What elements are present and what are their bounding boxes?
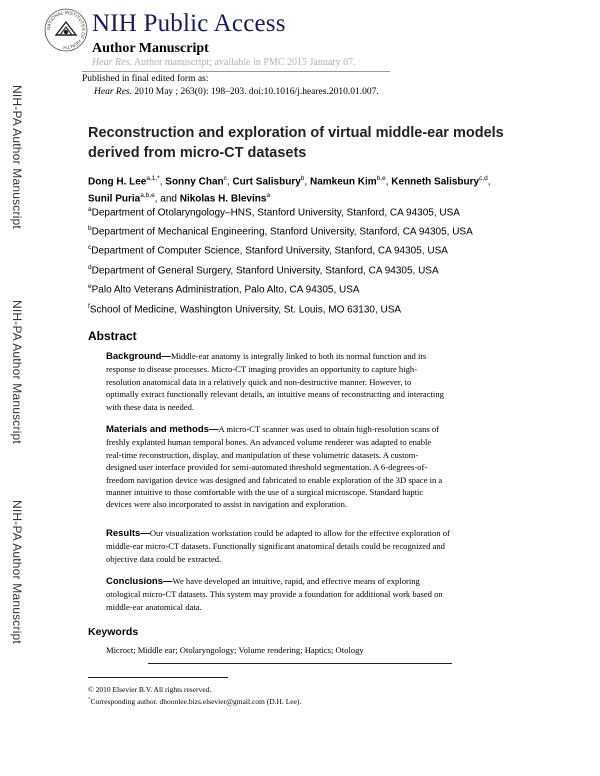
section-line: freedom navigation device was designed and fabricated to enable exploration of the 3D space in a bbox=[106, 474, 443, 485]
author-name: Curt Salisbury bbox=[232, 176, 301, 188]
availability-text: Author manuscript; available in PMC 2015 January 07. bbox=[133, 57, 356, 68]
section-label: Results— bbox=[106, 528, 150, 539]
section-label: Materials and methods— bbox=[106, 424, 219, 435]
author-name: Sunil Puria bbox=[88, 193, 141, 205]
section-line: We have developed an intuitive, rapid, and effective means of exploring bbox=[172, 576, 420, 586]
affiliation-text: Palo Alto Veterans Administration, Palo Alto, CA 94305, USA bbox=[91, 284, 360, 296]
affiliation bbox=[88, 264, 439, 276]
affiliation-key: d bbox=[88, 264, 92, 271]
abstract-heading: Abstract bbox=[88, 329, 137, 343]
abstract-background bbox=[106, 350, 494, 413]
affiliation-text: School of Medicine, Washington University, St. Louis, MO 63130, USA bbox=[89, 304, 402, 316]
author-affiliation-mark: a,1,* bbox=[146, 175, 160, 182]
author-name: Dong H. Lee bbox=[88, 176, 147, 188]
section-line: resolution anatomical data in a relatively quick and non-destructive manner. However, to bbox=[106, 376, 412, 387]
affiliation-text: Department of Mechanical Engineering, Stanford University, Stanford, CA 94305, USA bbox=[91, 226, 473, 238]
corresponding-mark: * bbox=[88, 697, 91, 703]
author-separator: , bbox=[385, 176, 392, 188]
affiliation-text: Department of Computer Science, Stanford University, Stanford, CA 94305, USA bbox=[91, 245, 448, 257]
affiliation bbox=[88, 244, 448, 256]
section-line: middle-ear micro-CT datasets. Functionally significant anatomical details could be recognized and bbox=[106, 541, 445, 552]
article-title-line: Reconstruction and exploration of virtual middle-ear models bbox=[88, 125, 504, 141]
author-manuscript-label: Author Manuscript bbox=[92, 41, 209, 56]
citation bbox=[94, 87, 379, 97]
affiliation-text: Department of Otolaryngology–HNS, Stanford University, Stanford, CA 94305, USA bbox=[91, 207, 460, 219]
author-affiliation-mark: c bbox=[223, 175, 227, 182]
sidebar-label: NIH-PA Author Manuscript bbox=[10, 500, 24, 644]
keywords-divider bbox=[148, 663, 452, 664]
keywords-heading: Keywords bbox=[88, 626, 139, 638]
author-separator: , bbox=[487, 176, 491, 188]
author-affiliation-mark: b,e bbox=[376, 175, 386, 182]
section-label: Background— bbox=[106, 351, 171, 362]
author-name: Nikolas H. Blevins bbox=[179, 193, 267, 205]
section-line: designed user interface provided for semi-automated threshold segmentation. A 6-degrees-of- bbox=[106, 462, 428, 473]
section-line: otological micro-CT datasets. This system may provide a foundation for additional work based on bbox=[106, 589, 443, 600]
author-separator: , bbox=[226, 176, 233, 188]
citation-journal: Hear Res. bbox=[94, 87, 132, 97]
availability-note bbox=[92, 57, 356, 68]
author-name: Namkeun Kim bbox=[309, 176, 377, 188]
affiliation bbox=[88, 283, 360, 295]
nih-seal-logo bbox=[44, 8, 88, 52]
section-line: optimally extract functionally relevant details, an intuitive means of reconstructing and interacting bbox=[106, 389, 444, 400]
author-affiliation-mark: a bbox=[266, 192, 271, 200]
section-line: middle-ear anatomical data. bbox=[106, 601, 202, 612]
affiliation-key: c bbox=[88, 244, 92, 251]
abstract-results bbox=[106, 527, 494, 565]
article-title bbox=[88, 123, 528, 163]
author-separator: , bbox=[304, 176, 310, 188]
author-affiliation-mark: a,b,e bbox=[140, 192, 155, 200]
corresponding-text: Corresponding author. dhoonlee.bizs.elsevier@gmail.com (D.H. Lee). bbox=[90, 697, 302, 706]
affiliation-key: e bbox=[88, 283, 92, 290]
sidebar bbox=[0, 0, 34, 776]
affiliation bbox=[88, 206, 460, 218]
affiliation-key: b bbox=[88, 225, 92, 232]
citation-details: 2010 May ; 263(0): 198–203. doi:10.1016/j.heares.2010.01.007. bbox=[134, 87, 379, 97]
section-line: Our visualization workstation could be adapted to allow for the effective exploration of bbox=[149, 528, 450, 538]
affiliation-key: f bbox=[88, 303, 90, 310]
section-label: Conclusions— bbox=[106, 576, 173, 587]
affiliation bbox=[88, 225, 473, 237]
section-line: response to disease processes. Micro-CT imaging provides an opportunity to capture high- bbox=[106, 364, 418, 375]
section-line: devices were also incorporated to assist in navigation and exploration. bbox=[106, 499, 348, 510]
section-line: objective data could be extracted. bbox=[106, 553, 222, 564]
footnote-divider bbox=[88, 677, 228, 678]
author-name: Kenneth Salisbury bbox=[391, 176, 480, 188]
abstract-methods bbox=[106, 423, 494, 511]
header-divider bbox=[82, 71, 390, 72]
section-line: real-time reconstruction, display, and manipulation of these volumetric datasets. A custom- bbox=[106, 449, 419, 460]
seal-text: NATIONAL INSTITUTES OF HEALTH bbox=[45, 9, 87, 51]
section-line: A micro-CT scanner was used to obtain high-resolution scans of bbox=[218, 424, 440, 434]
section-line: freshly explanted human temporal bones. An advanced volume renderer was adapted to enable bbox=[106, 437, 432, 448]
section-line: manner intuitive to those comfortable with the use of a surgical microscope. Standard haptic bbox=[106, 487, 424, 498]
sidebar-label: NIH-PA Author Manuscript bbox=[10, 300, 24, 444]
author-affiliation-mark: c,d bbox=[479, 175, 488, 182]
abstract-conclusions bbox=[106, 575, 494, 613]
author-separator: , bbox=[159, 176, 166, 188]
affiliation-key: a bbox=[88, 206, 92, 213]
keywords-list: Microct; Middle ear; Otolaryngology; Volume rendering; Haptics; Otology bbox=[106, 645, 364, 655]
affiliation-text: Department of General Surgery, Stanford University, Stanford, CA 94305, USA bbox=[91, 265, 439, 277]
nih-public-access-title: NIH Public Access bbox=[92, 10, 286, 37]
section-line: with these data is needed. bbox=[106, 401, 195, 412]
corresponding-author-note bbox=[88, 697, 301, 706]
author-affiliation-mark: b bbox=[300, 175, 305, 182]
author-list bbox=[88, 172, 538, 207]
section-line: Middle-ear anatomy is integrally linked to both its normal function and its bbox=[170, 351, 427, 361]
author-separator: , and bbox=[154, 193, 180, 205]
article-title-line: derived from micro-CT datasets bbox=[88, 145, 307, 161]
published-in-label: Published in final edited form as: bbox=[82, 74, 209, 84]
sidebar-label: NIH-PA Author Manuscript bbox=[10, 85, 24, 229]
author-name: Sonny Chan bbox=[165, 176, 224, 188]
copyright-note: © 2010 Elsevier B.V. All rights reserved. bbox=[88, 685, 212, 694]
journal-abbrev: Hear Res. bbox=[92, 57, 132, 68]
affiliation bbox=[88, 303, 401, 315]
